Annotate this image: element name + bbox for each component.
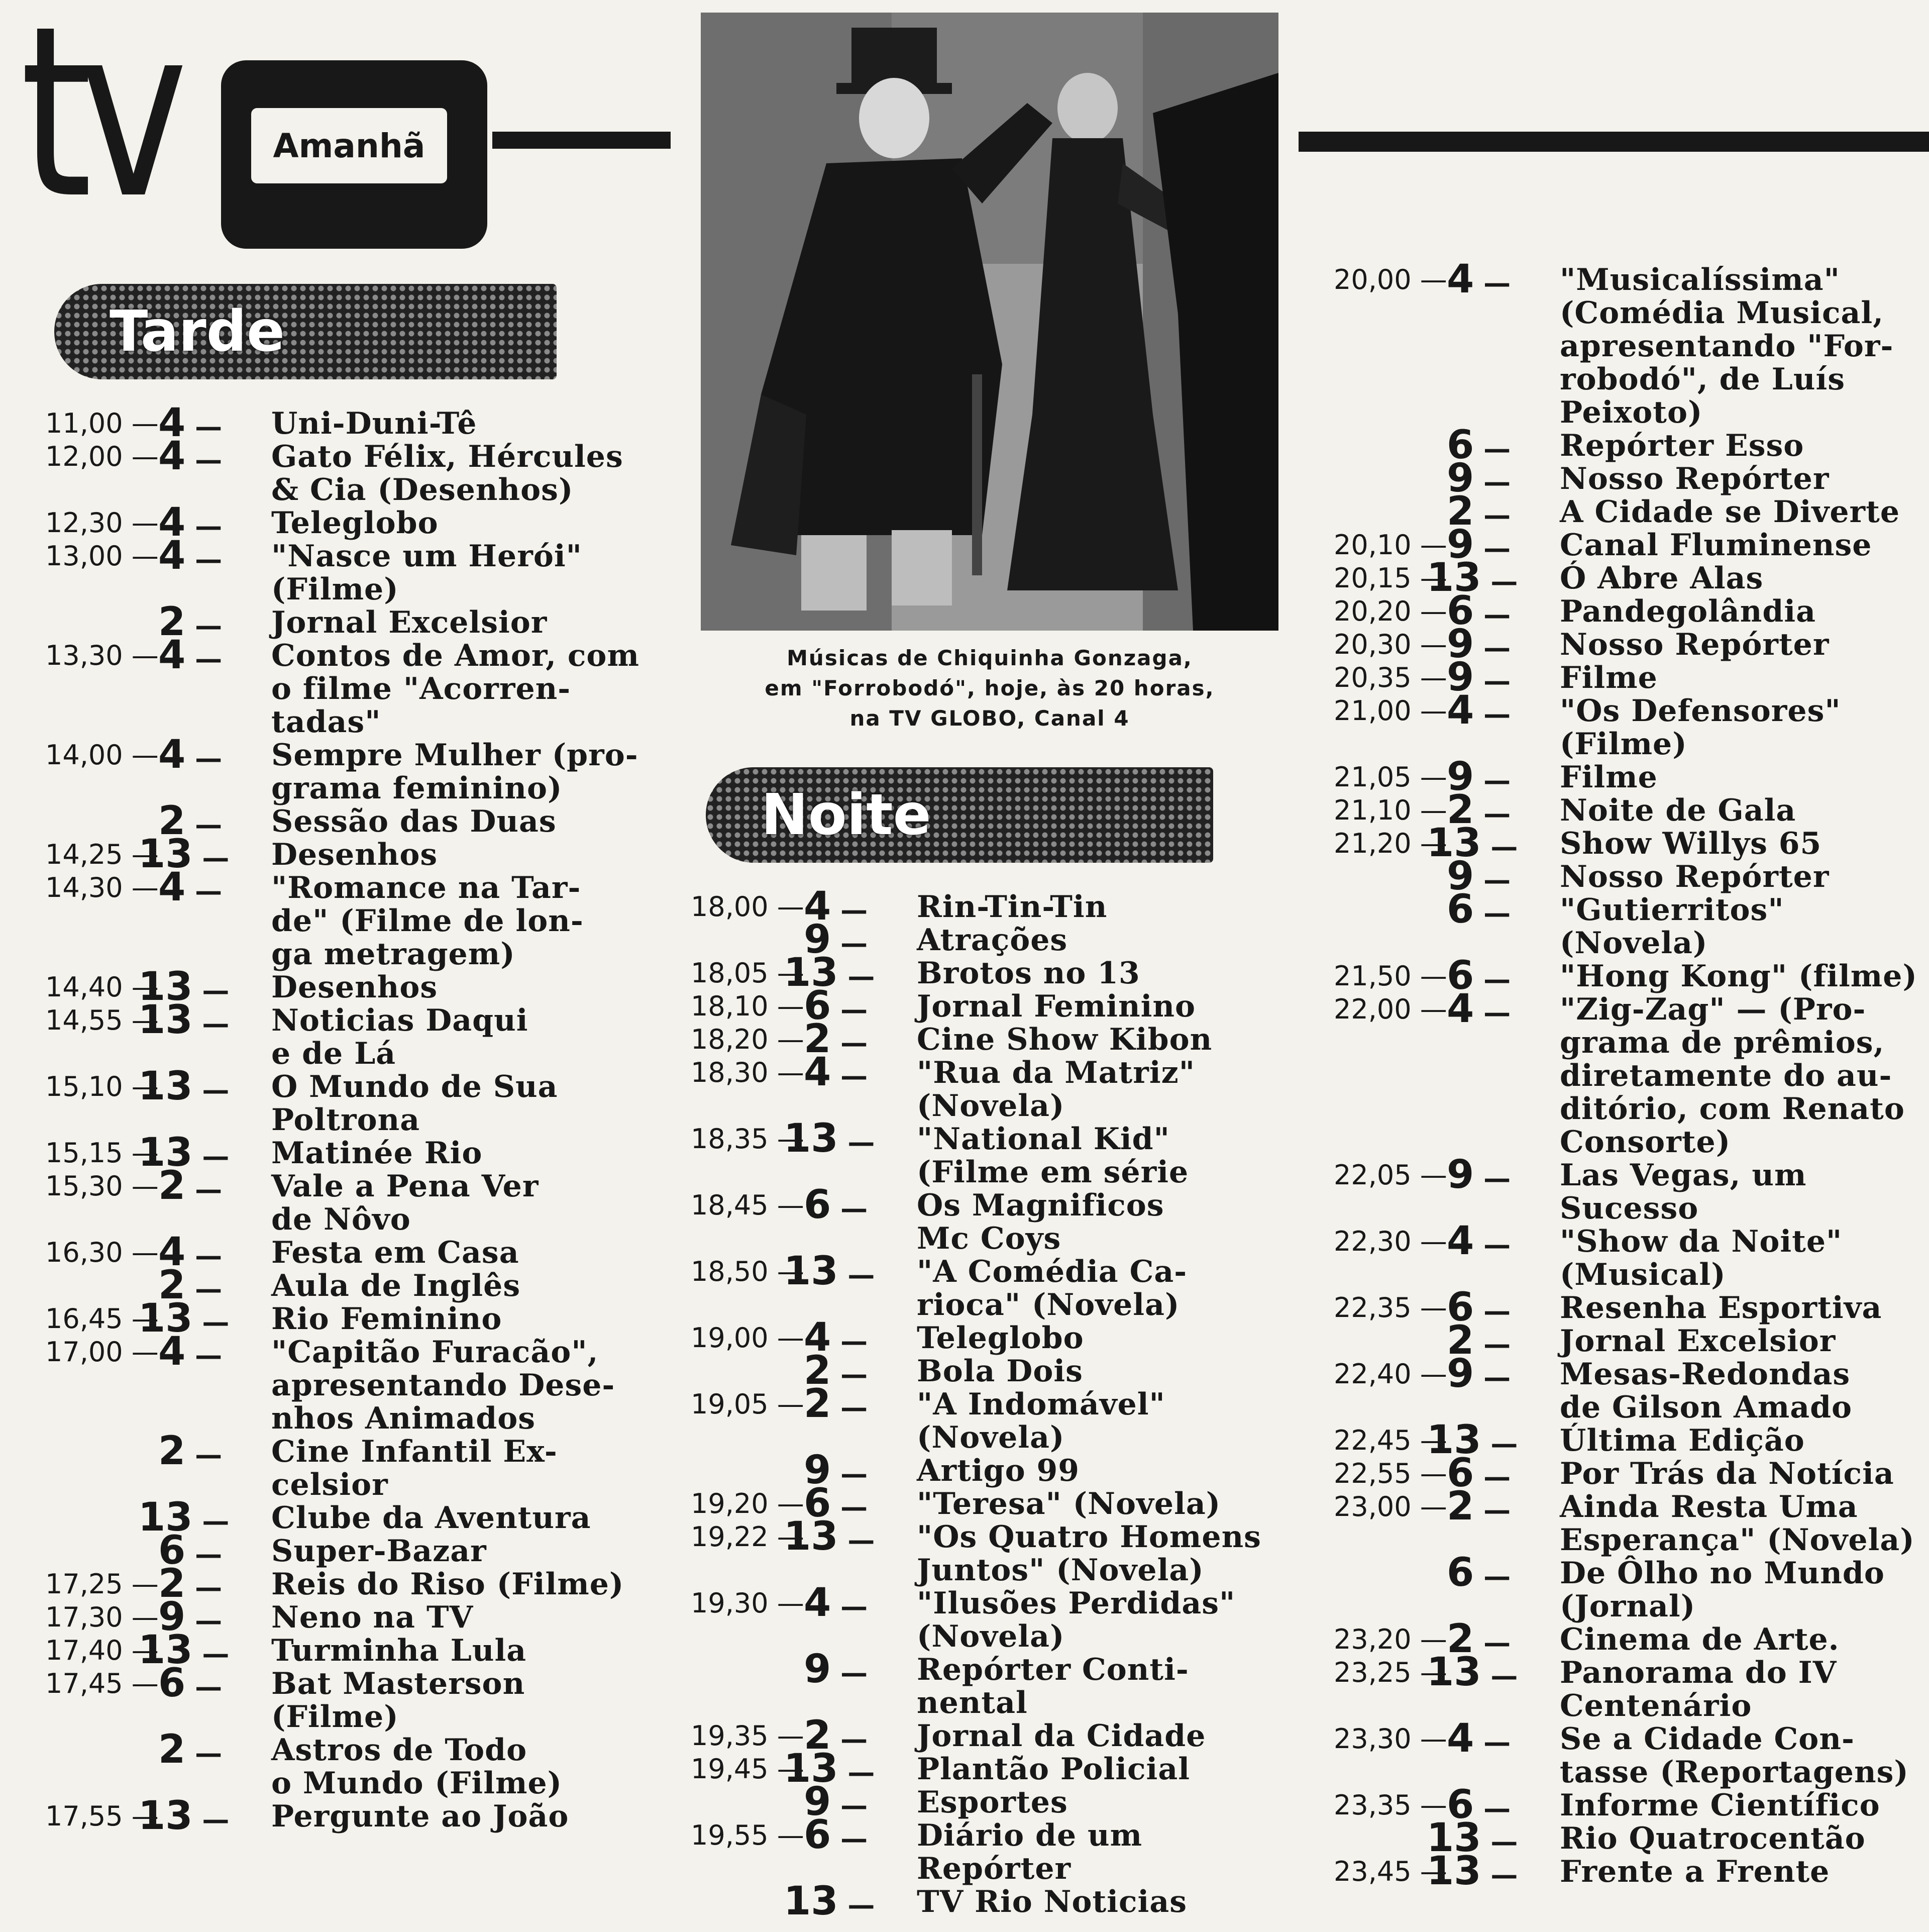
channel-number: 13 — (784, 1516, 875, 1561)
channel-number: 2 — (1447, 1486, 1511, 1531)
program-title-line: Jornal Feminino (917, 989, 1196, 1024)
channel-number: 6 — (158, 1663, 222, 1707)
section-title: Noite (761, 782, 931, 848)
channel-number: 9 — (1447, 525, 1511, 569)
channel-number: 2 — (158, 602, 222, 646)
logo-tv-text: tv (20, 0, 175, 250)
channel-number: 6 — (804, 986, 868, 1030)
program-title-line: "Os Defensores" (1560, 693, 1841, 729)
channel-number: 6 — (1447, 889, 1511, 934)
time-slot: 23,45 — (1334, 1856, 1447, 1887)
channel-number: 13 — (1427, 1420, 1518, 1464)
channel-number: 2 — (1447, 790, 1511, 834)
program-title-line: Mesas-Redondas (1560, 1357, 1851, 1392)
program-title-line: Resenha Esportiva (1560, 1290, 1882, 1326)
time-slot: 19,55 — (691, 1819, 804, 1851)
time-slot: 15,10 — (45, 1071, 159, 1102)
time-slot: 20,10 — (1334, 529, 1447, 561)
program-title-line: Vale a Pena Ver (271, 1169, 539, 1204)
channel-number: 4 — (158, 536, 222, 580)
time-slot: 21,10 — (1334, 794, 1447, 826)
channel-number: 2 — (158, 1564, 222, 1608)
time-slot: 23,35 — (1334, 1789, 1447, 1821)
program-title-line: grama feminino) (271, 771, 563, 806)
time-slot: 17,00 — (45, 1336, 159, 1368)
photo-caption (701, 643, 1278, 734)
program-title-line: Turminha Lula (271, 1633, 527, 1668)
channel-number: 2 — (1447, 1619, 1511, 1663)
channel-number: 13 — (784, 953, 875, 997)
program-title-line: "Teresa" (Novela) (917, 1486, 1221, 1521)
time-slot: 20,30 — (1334, 629, 1447, 660)
program-title-line: Filme (1560, 660, 1658, 695)
time-slot: 14,00 — (45, 739, 159, 771)
program-title-line: TV Rio Noticias (917, 1884, 1188, 1919)
channel-number: 4 — (804, 1052, 868, 1096)
channel-number: 13 — (138, 1298, 229, 1343)
program-title-line: (Filme) (1560, 727, 1687, 762)
program-title-line: (Novela) (917, 1619, 1065, 1654)
time-slot: 19,30 — (691, 1587, 804, 1619)
channel-number: 9 — (1447, 1155, 1511, 1199)
channel-number: 13 — (138, 1000, 229, 1044)
program-title-line: Nosso Repórter (1560, 859, 1830, 894)
time-slot: 23,20 — (1334, 1623, 1447, 1655)
channel-number: 6 — (1447, 425, 1511, 469)
program-title-line: Teleglobo (271, 505, 439, 541)
time-slot: 17,40 — (45, 1635, 159, 1666)
program-title-line: "A Indomável" (917, 1387, 1165, 1422)
channel-number: 9 — (158, 1597, 222, 1641)
program-title-line: A Cidade se Diverte (1560, 494, 1900, 530)
time-slot: 16,45 — (45, 1303, 159, 1335)
time-slot: 17,55 — (45, 1800, 159, 1832)
channel-number: 4 — (158, 1332, 222, 1376)
time-slot: 19,00 — (691, 1322, 804, 1354)
channel-number: 13 — (138, 1497, 229, 1542)
channel-number: 6 — (1447, 1453, 1511, 1497)
program-title-line: Ainda Resta Uma (1560, 1489, 1858, 1524)
program-title-line: Aula de Inglês (271, 1268, 521, 1303)
channel-number: 2 — (158, 1730, 222, 1774)
channel-number: 13 — (138, 967, 229, 1011)
time-slot: 15,15 — (45, 1137, 159, 1169)
program-title-line: o filme "Acorren- (271, 671, 571, 706)
time-slot: 20,35 — (1334, 662, 1447, 693)
channel-number: 4 — (1447, 1718, 1511, 1763)
program-title-line: Repórter (917, 1851, 1071, 1886)
time-slot: 20,20 — (1334, 595, 1447, 627)
program-title-line: Mc Coys (917, 1221, 1061, 1256)
channel-number: 4 — (158, 867, 222, 911)
time-slot: 11,00 — (45, 408, 159, 439)
time-slot: 23,00 — (1334, 1491, 1447, 1522)
channel-number: 2 — (804, 1384, 868, 1428)
time-slot: 22,05 — (1334, 1159, 1447, 1191)
program-title-line: Pergunte ao João (271, 1799, 569, 1834)
program-title-line: Canal Fluminense (1560, 528, 1872, 563)
program-title-line: (Comédia Musical, (1560, 295, 1884, 331)
time-slot: 22,35 — (1334, 1292, 1447, 1324)
program-title-line: Poltrona (271, 1102, 420, 1138)
channel-number: 6 — (1447, 1785, 1511, 1829)
photo-dancers (701, 13, 1278, 631)
program-title-line: Noticias Daqui (271, 1003, 528, 1038)
program-title-line: Repórter Conti- (917, 1652, 1189, 1687)
channel-number: 2 — (158, 801, 222, 845)
channel-number: 4 — (158, 436, 222, 480)
program-title-line: nhos Animados (271, 1401, 536, 1436)
program-title-line: (Novela) (917, 1088, 1065, 1124)
channel-number: 4 — (804, 1583, 868, 1627)
program-title-line: O Mundo de Sua (271, 1069, 558, 1104)
program-title-line: Jornal Excelsior (271, 605, 548, 640)
program-title-line: Artigo 99 (917, 1453, 1080, 1488)
program-title-line: Show Willys 65 (1560, 826, 1822, 861)
program-title-line: (Musical) (1560, 1257, 1726, 1292)
program-title-line: Nosso Repórter (1560, 627, 1830, 662)
program-title-line: "A Comédia Ca- (917, 1254, 1188, 1289)
section-title: Tarde (110, 299, 285, 364)
program-title-line: & Cia (Desenhos) (271, 472, 574, 507)
program-title-line: Filme (1560, 760, 1658, 795)
program-title-line: de" (Filme de lon- (271, 903, 584, 939)
program-title-line: Jornal Excelsior (1560, 1324, 1836, 1359)
program-title-line: Astros de Todo (271, 1733, 527, 1768)
time-slot: 16,30 — (45, 1237, 159, 1268)
channel-number: 9 — (1447, 657, 1511, 701)
caption-line: em "Forrobodó", hoje, às 20 horas, (765, 676, 1215, 700)
program-title-line: de Nôvo (271, 1202, 411, 1237)
program-title-line: grama de prêmios, (1560, 1025, 1885, 1060)
channel-number: 2 — (804, 1351, 868, 1395)
program-title-line: Sessão das Duas (271, 804, 557, 839)
channel-number: 4 — (1447, 690, 1511, 735)
channel-number: 13 — (1427, 1652, 1518, 1696)
program-title-line: "Hong Kong" (filme) (1560, 959, 1917, 994)
header-subtitle: Amanhã (251, 108, 447, 183)
channel-number: 6 — (804, 1483, 868, 1528)
program-title-line: Ó Abre Alas (1560, 561, 1764, 596)
time-slot: 18,50 — (691, 1256, 804, 1287)
program-title-line: Gato Félix, Hércules (271, 439, 623, 474)
header-rule-right (1299, 132, 1929, 152)
caption-line: na TV GLOBO, Canal 4 (849, 706, 1130, 731)
time-slot: 22,45 — (1334, 1425, 1447, 1456)
time-slot: 22,40 — (1334, 1358, 1447, 1390)
program-title-line: ditório, com Renato (1560, 1091, 1905, 1127)
channel-number: 4 — (804, 886, 868, 931)
program-title-line: Repórter Esso (1560, 428, 1804, 463)
channel-number: 6 — (804, 1815, 868, 1859)
time-slot: 17,25 — (45, 1568, 159, 1600)
tv-screen-icon (221, 60, 487, 249)
program-title-line: Brotos no 13 (917, 956, 1140, 991)
program-title-line: Uni-Duni-Tê (271, 406, 477, 441)
time-slot: 14,30 — (45, 872, 159, 903)
program-title-line: Cine Infantil Ex- (271, 1434, 558, 1469)
program-title-line: "Musicalíssima" (1560, 262, 1840, 297)
masthead-logo (20, 0, 553, 251)
channel-number: 4 — (1447, 1221, 1511, 1265)
program-title-line: de Gilson Amado (1560, 1390, 1853, 1425)
program-title-line: "Capitão Furacão", (271, 1335, 599, 1370)
channel-number: 2 — (158, 1431, 222, 1475)
time-slot: 20,15 — (1334, 562, 1447, 594)
channel-number: 13 — (1427, 823, 1518, 867)
channel-number: 4 — (158, 1232, 222, 1276)
program-title-line: Clube da Aventura (271, 1500, 591, 1536)
channel-number: 2 — (804, 1019, 868, 1063)
time-slot: 18,20 — (691, 1024, 804, 1055)
time-slot: 13,30 — (45, 640, 159, 671)
channel-number: 4 — (158, 735, 222, 779)
program-title-line: Noite de Gala (1560, 793, 1796, 828)
channel-number: 13 — (138, 834, 229, 878)
program-title-line: Atrações (917, 923, 1068, 958)
time-slot: 22,55 — (1334, 1458, 1447, 1489)
program-title-line: "Gutierritos" (1560, 892, 1784, 928)
time-slot: 12,30 — (45, 507, 159, 539)
time-slot: 18,00 — (691, 891, 804, 923)
program-title-line: Frente a Frente (1560, 1854, 1830, 1889)
channel-number: 9 — (1447, 624, 1511, 668)
channel-number: 6 — (1447, 591, 1511, 635)
time-slot: 21,50 — (1334, 960, 1447, 992)
channel-number: 13 — (784, 1118, 875, 1163)
program-title-line: Centenário (1560, 1688, 1752, 1723)
program-title-line: "Os Quatro Homens (917, 1519, 1261, 1555)
program-title-line: tasse (Reportagens) (1560, 1755, 1909, 1790)
program-title-line: robodó", de Luís (1560, 362, 1846, 397)
channel-number: 13 — (784, 1749, 875, 1793)
channel-number: 13 — (784, 1881, 875, 1925)
program-title-line: Sucesso (1560, 1191, 1699, 1226)
channel-number: 4 — (158, 403, 222, 447)
program-title-line: Festa em Casa (271, 1235, 519, 1270)
program-title-line: Plantão Policial (917, 1752, 1191, 1787)
program-title-line: (Filme) (271, 1699, 399, 1735)
program-title-line: De Ôlho no Mundo (1560, 1556, 1885, 1591)
program-title-line: Desenhos (271, 837, 438, 872)
program-title-line: apresentando Dese- (271, 1368, 615, 1403)
program-title-line: Esperança" (Novela) (1560, 1522, 1915, 1558)
channel-number: 9 — (1447, 458, 1511, 502)
program-title-line: "Romance na Tar- (271, 870, 581, 905)
channel-number: 13 — (1427, 1818, 1518, 1862)
section-banner-noite (706, 767, 1213, 863)
time-slot: 21,05 — (1334, 761, 1447, 793)
time-slot: 17,45 — (45, 1668, 159, 1699)
program-title-line: ga metragem) (271, 937, 515, 972)
program-title-line: (Filme) (271, 572, 399, 607)
program-title-line: Informe Científico (1560, 1788, 1880, 1823)
time-slot: 14,25 — (45, 839, 159, 870)
program-title-line: celsior (271, 1467, 388, 1502)
program-title-line: Juntos" (Novela) (917, 1553, 1204, 1588)
channel-number: 4 — (804, 1317, 868, 1362)
time-slot: 23,30 — (1334, 1723, 1447, 1755)
time-slot: 18,45 — (691, 1189, 804, 1221)
program-title-line: (Novela) (1560, 926, 1708, 961)
program-title-line: Panorama do IV (1560, 1655, 1837, 1690)
program-title-line: Reis do Riso (Filme) (271, 1567, 624, 1602)
program-title-line: "Show da Noite" (1560, 1224, 1843, 1259)
channel-number: 6 — (1447, 1553, 1511, 1597)
program-title-line: Bat Masterson (271, 1666, 525, 1701)
channel-number: 6 — (158, 1531, 222, 1575)
time-slot: 19,05 — (691, 1388, 804, 1420)
channel-number: 4 — (158, 502, 222, 547)
channel-number: 9 — (804, 1782, 868, 1826)
time-slot: 18,35 — (691, 1123, 804, 1155)
channel-number: 13 — (138, 1066, 229, 1110)
program-title-line: Cine Show Kibon (917, 1022, 1213, 1057)
program-title-line: (Novela) (917, 1420, 1065, 1455)
channel-number: 4 — (158, 635, 222, 679)
channel-number: 9 — (804, 1450, 868, 1494)
program-title-line: apresentando "For- (1560, 329, 1894, 364)
program-title-line: Pandegolândia (1560, 594, 1816, 629)
channel-number: 2 — (1447, 1320, 1511, 1365)
channel-number: 2 — (158, 1166, 222, 1210)
program-title-line: Super-Bazar (271, 1534, 487, 1569)
time-slot: 21,00 — (1334, 695, 1447, 727)
time-slot: 18,30 — (691, 1057, 804, 1088)
channel-number: 9 — (1447, 856, 1511, 900)
program-title-line: Neno na TV (271, 1600, 474, 1635)
header-rule-left (492, 132, 671, 149)
time-slot: 19,22 — (691, 1521, 804, 1553)
channel-number: 4 — (1447, 989, 1511, 1033)
program-title-line: tadas" (271, 704, 381, 740)
time-slot: 22,00 — (1334, 993, 1447, 1025)
time-slot: 21,20 — (1334, 828, 1447, 859)
program-title-line: Cinema de Arte. (1560, 1622, 1840, 1657)
program-title-line: Rio Quatrocentão (1560, 1821, 1866, 1856)
program-title-line: Las Vegas, um (1560, 1158, 1807, 1193)
program-title-line: Rin-Tin-Tin (917, 889, 1108, 925)
time-slot: 19,45 — (691, 1753, 804, 1785)
program-title-line: Esportes (917, 1785, 1068, 1820)
channel-number: 4 — (1447, 259, 1511, 303)
channel-number: 9 — (804, 920, 868, 964)
program-title-line: (Filme em série (917, 1155, 1189, 1190)
program-title-line: Matinée Rio (271, 1136, 483, 1171)
time-slot: 12,00 — (45, 441, 159, 472)
photo-illustration (701, 13, 1278, 631)
program-title-line: e de Lá (271, 1036, 396, 1071)
program-title-line: "Ilusões Perdidas" (917, 1586, 1236, 1621)
program-title-line: "Nasce um Herói" (271, 539, 582, 574)
channel-number: 6 — (1447, 1287, 1511, 1332)
channel-number: 6 — (804, 1185, 868, 1229)
channel-number: 9 — (804, 1649, 868, 1693)
time-slot: 22,30 — (1334, 1226, 1447, 1257)
program-title-line: nental (917, 1685, 1028, 1720)
program-title-line: Desenhos (271, 970, 438, 1005)
program-title-line: Os Magnificos (917, 1188, 1164, 1223)
program-title-line: Diário de um (917, 1818, 1143, 1853)
time-slot: 18,10 — (691, 990, 804, 1022)
program-title-line: "Rua da Matriz" (917, 1055, 1195, 1090)
channel-number: 9 — (1447, 757, 1511, 801)
time-slot: 23,25 — (1334, 1657, 1447, 1688)
channel-number: 2 — (804, 1715, 868, 1760)
program-title-line: "National Kid" (917, 1122, 1170, 1157)
channel-number: 13 — (1427, 558, 1518, 602)
channel-number: 13 — (1427, 1851, 1518, 1895)
program-title-line: Sempre Mulher (pro- (271, 738, 638, 773)
time-slot: 17,30 — (45, 1601, 159, 1633)
program-title-line: "Zig-Zag" — (Pro- (1560, 992, 1866, 1027)
time-slot: 18,05 — (691, 957, 804, 989)
channel-number: 13 — (138, 1133, 229, 1177)
time-slot: 15,30 — (45, 1170, 159, 1202)
program-title-line: (Jornal) (1560, 1589, 1696, 1624)
time-slot: 19,20 — (691, 1488, 804, 1519)
time-slot: 19,35 — (691, 1720, 804, 1752)
program-title-line: Rio Feminino (271, 1301, 502, 1337)
program-title-line: Teleglobo (917, 1320, 1084, 1356)
time-slot: 20,00 — (1334, 264, 1447, 295)
time-slot: 13,00 — (45, 540, 159, 572)
section-banner-tarde (54, 284, 557, 379)
channel-number: 13 — (138, 1796, 229, 1840)
channel-number: 2 — (158, 1265, 222, 1309)
program-title-line: Peixoto) (1560, 395, 1703, 430)
program-title-line: Nosso Repórter (1560, 461, 1830, 496)
program-title-line: Última Edição (1560, 1423, 1805, 1458)
program-title-line: Consorte) (1560, 1125, 1731, 1160)
program-title-line: Contos de Amor, com (271, 638, 639, 673)
time-slot: 14,55 — (45, 1004, 159, 1036)
channel-number: 9 — (1447, 1354, 1511, 1398)
program-title-line: diretamente do au- (1560, 1058, 1892, 1093)
caption-line: Músicas de Chiquinha Gonzaga, (787, 646, 1193, 670)
program-title-line: Se a Cidade Con- (1560, 1721, 1855, 1757)
channel-number: 13 — (138, 1630, 229, 1674)
program-title-line: Por Trás da Notícia (1560, 1456, 1894, 1491)
channel-number: 2 — (1447, 491, 1511, 536)
channel-number: 13 — (784, 1251, 875, 1295)
program-title-line: Bola Dois (917, 1354, 1083, 1389)
program-title-line: rioca" (Novela) (917, 1287, 1180, 1323)
channel-number: 6 — (1447, 956, 1511, 1000)
program-title-line: Jornal da Cidade (917, 1718, 1206, 1754)
program-title-line: o Mundo (Filme) (271, 1766, 563, 1801)
time-slot: 14,40 — (45, 971, 159, 1003)
